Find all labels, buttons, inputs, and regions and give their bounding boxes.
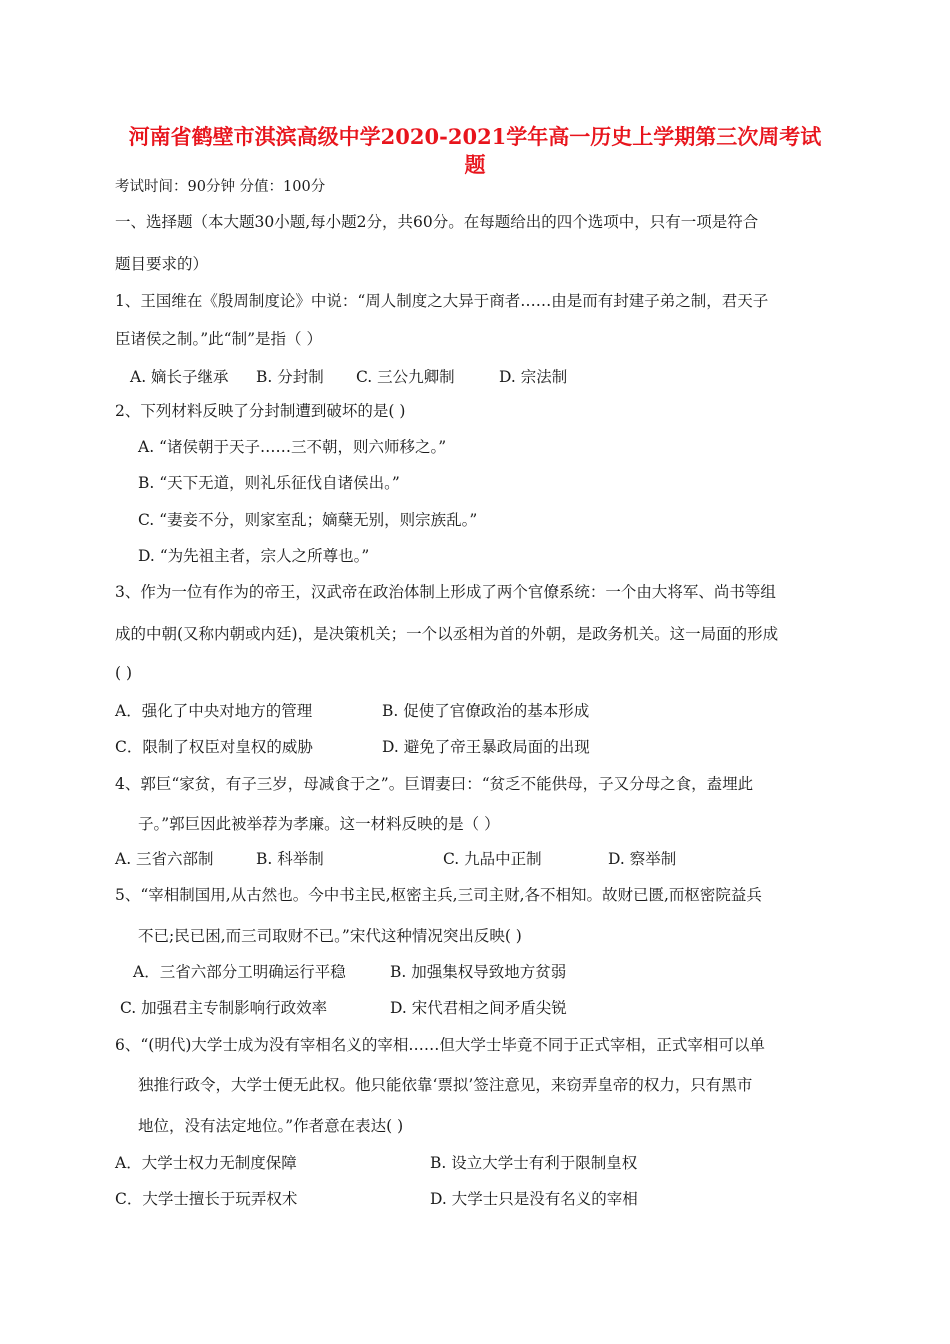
q6-option-d: D. 大学士只是没有名义的宰相 bbox=[430, 1190, 638, 1208]
q5-option-b: B. 加强集权导致地方贫弱 bbox=[390, 963, 567, 981]
q4-stem-line-2: 子。”郭巨因此被举荐为孝廉。这一材料反映的是（ ） bbox=[138, 815, 500, 833]
q6-stem-line-2: 独推行政令，大学士便无此权。他只能依靠‘票拟’签注意见，来窃弄皇帝的权力，只有黑市 bbox=[138, 1076, 753, 1094]
q5-stem-line-2: 不已;民已困,而三司取财不已。”宋代这种情况突出反映( ) bbox=[138, 927, 522, 945]
q4-option-a: A. 三省六部制 bbox=[115, 850, 214, 868]
q2-option-b: B. “天下无道，则礼乐征伐自诸侯出。” bbox=[138, 474, 400, 492]
q4-option-d: D. 察举制 bbox=[608, 850, 677, 868]
exam-title-line-2: 题 bbox=[464, 152, 486, 177]
q4-option-c: C. 九品中正制 bbox=[443, 850, 542, 868]
q6-option-b: B. 设立大学士有利于限制皇权 bbox=[430, 1154, 638, 1172]
q3-option-a: A．强化了中央对地方的管理 bbox=[115, 702, 313, 720]
q6-stem-line-1: 6、“(明代)大学士成为没有宰相名义的宰相……但大学士毕竟不同于正式宰相，正式宰相可以单 bbox=[115, 1036, 765, 1054]
exam-title-line-1: 河南省鹤壁市淇滨高级中学2020-2021学年高一历史上学期第三次周考试 bbox=[128, 124, 822, 149]
exam-info: 考试时间：90分钟 分值：100分 bbox=[115, 179, 326, 195]
q3-stem-line-2: 成的中朝(又称内朝或内廷)，是决策机关；一个以丞相为首的外朝，是政务机关。这一局面的形成 bbox=[115, 625, 779, 643]
q3-stem-line-1: 3、作为一位有作为的帝王，汉武帝在政治体制上形成了两个官僚系统：一个由大将军、尚书等组 bbox=[115, 583, 776, 601]
q2-option-c: C. “妻妾不分，则家室乱；嫡蘖无别，则宗族乱。” bbox=[138, 511, 478, 529]
q6-option-c: C．大学士擅长于玩弄权术 bbox=[115, 1190, 298, 1208]
q5-stem-line-1: 5、“宰相制国用,从古然也。今中书主民,枢密主兵,三司主财,各不相知。故财已匮,而枢密院益兵 bbox=[115, 886, 762, 904]
q5-option-d: D. 宋代君相之间矛盾尖锐 bbox=[390, 999, 567, 1017]
q3-option-c: C．限制了权臣对皇权的威胁 bbox=[115, 738, 313, 756]
q1-option-a: A. 嫡长子继承 bbox=[130, 368, 229, 386]
section-instruction-line-1: 一、选择题（本大题30小题,每小题2分，共60分。在每题给出的四个选项中，只有一项是符合 bbox=[115, 213, 759, 231]
q1-option-d: D. 宗法制 bbox=[499, 368, 568, 386]
q6-stem-line-3: 地位，没有法定地位。”作者意在表达( ) bbox=[138, 1117, 404, 1135]
q3-option-b: B. 促使了官僚政治的基本形成 bbox=[382, 702, 590, 720]
q1-option-b: B. 分封制 bbox=[256, 368, 324, 386]
q3-option-d: D. 避免了帝王暴政局面的出现 bbox=[382, 738, 590, 756]
q5-option-c: C. 加强君主专制影响行政效率 bbox=[120, 999, 328, 1017]
q1-stem-line-2: 臣诸侯之制。”此“制”是指（ ） bbox=[115, 330, 322, 348]
q6-option-a: A．大学士权力无制度保障 bbox=[115, 1154, 297, 1172]
q2-option-d: D. “为先祖主者，宗人之所尊也。” bbox=[138, 547, 370, 565]
q1-stem-line-1: 1、王国维在《殷周制度论》中说：“周人制度之大异于商者……由是而有封建子弟之制，君天子 bbox=[115, 292, 769, 310]
q5-option-a: A．三省六部分工明确运行平稳 bbox=[133, 963, 346, 981]
q2-option-a: A. “诸侯朝于天子……三不朝，则六师移之。” bbox=[138, 438, 447, 456]
q3-stem-line-3: ( ) bbox=[115, 664, 133, 682]
section-instruction-line-2: 题目要求的） bbox=[115, 255, 209, 273]
q2-stem: 2、下列材料反映了分封制遭到破坏的是( ) bbox=[115, 402, 406, 420]
q1-option-c: C. 三公九卿制 bbox=[356, 368, 455, 386]
q4-option-b: B. 科举制 bbox=[256, 850, 324, 868]
q4-stem-line-1: 4、郭巨“家贫，有子三岁，母减食于之”。巨谓妻曰：“贫乏不能供母，子又分母之食，盍埋此 bbox=[115, 775, 754, 793]
